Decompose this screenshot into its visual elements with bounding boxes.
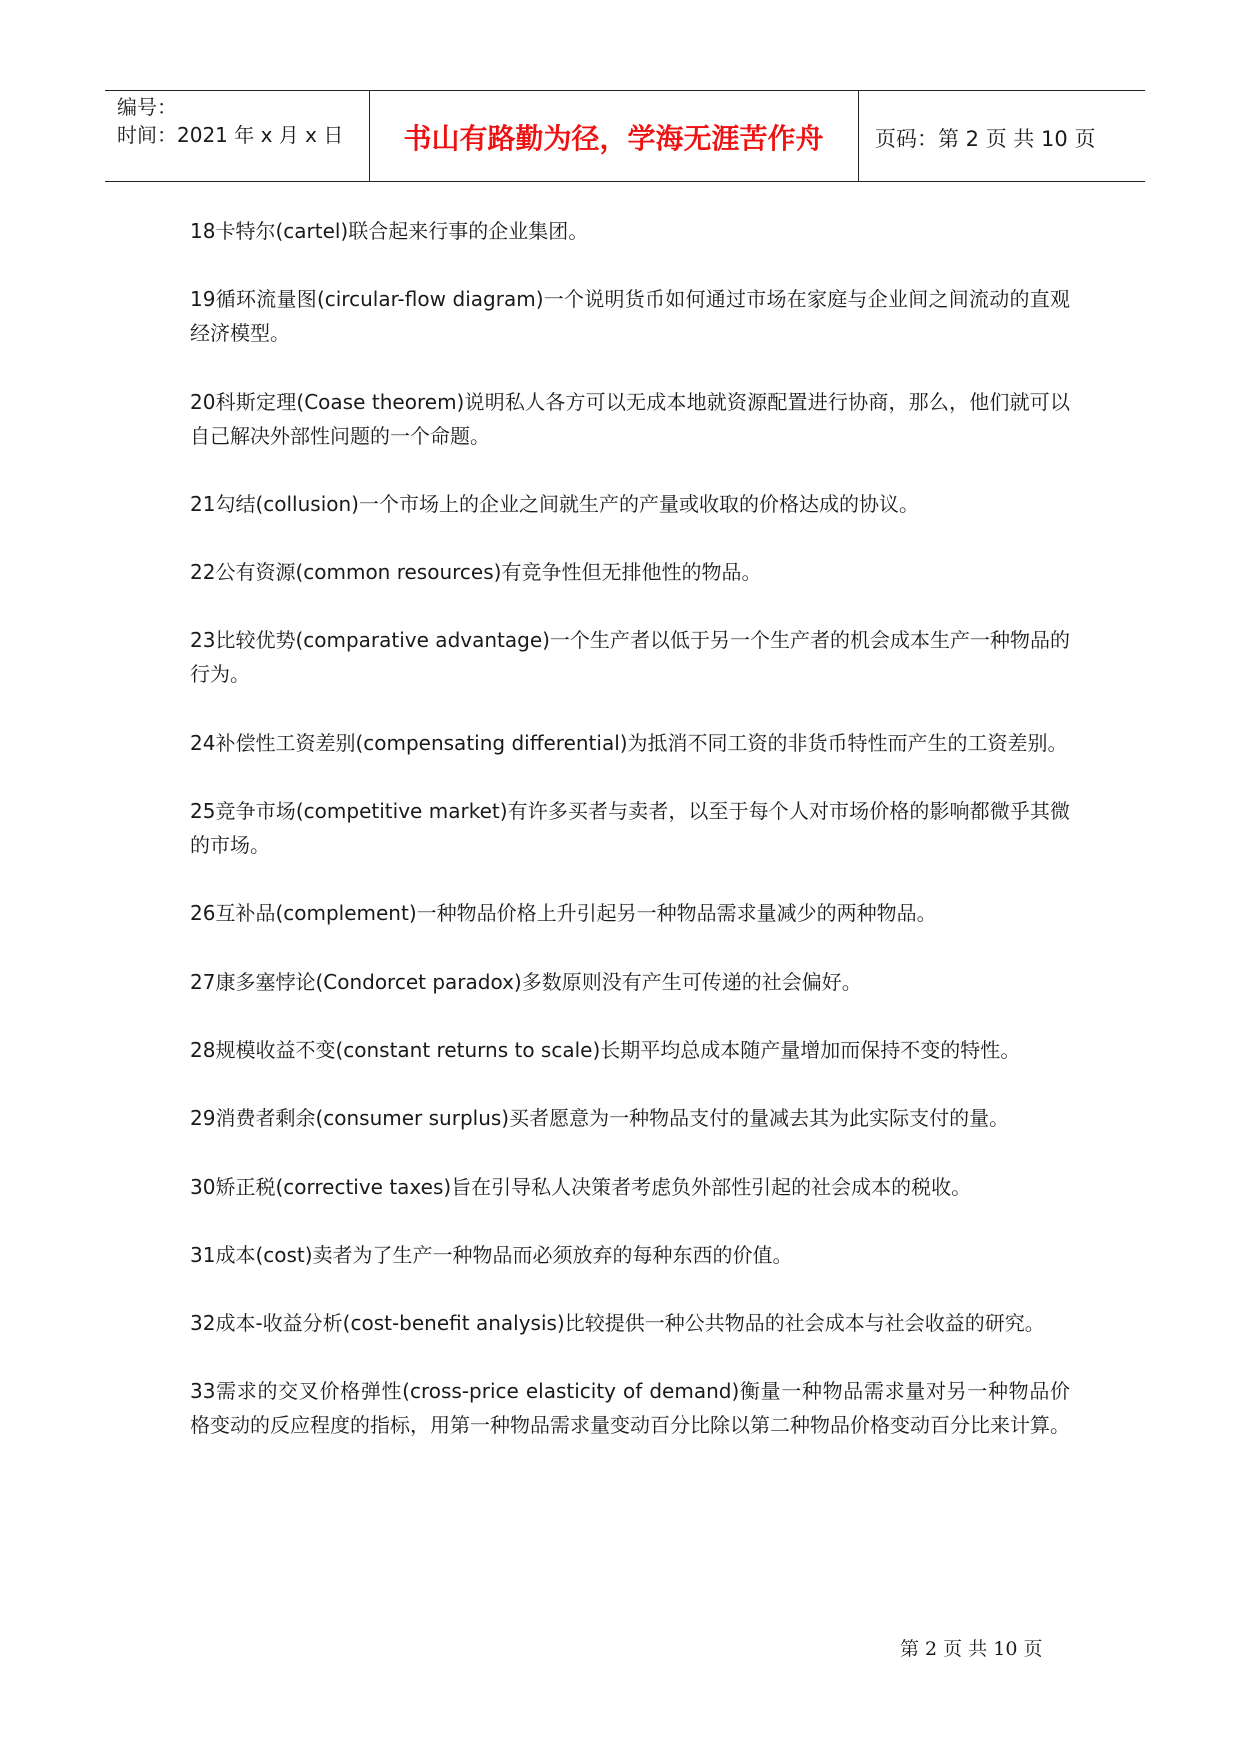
glossary-entry: 23比较优势(comparative advantage)一个生产者以低于另一个生产者的机会成本生产一种物品的行为。 <box>190 628 1070 687</box>
glossary-entry: 22公有资源(common resources)有竞争性但无排他性的物品。 <box>190 560 762 585</box>
header-meta <box>117 93 343 149</box>
page-footer: 第 2 页 共 10 页 <box>900 1638 1043 1660</box>
glossary-entry: 18卡特尔(cartel)联合起来行事的企业集团。 <box>190 219 589 243</box>
glossary-entry: 27康多塞悖论(Condorcet paradox)多数原则没有产生可传递的社会偏好。 <box>190 969 862 994</box>
header-divider <box>858 91 859 181</box>
glossary-entry: 28规模收益不变(constant returns to scale)长期平均总成本随产量增加而保持不变的特性。 <box>190 1037 1021 1062</box>
glossary-entry: 32成本-收益分析(cost-benefit analysis)比较提供一种公共物品的社会成本与社会收益的研究。 <box>190 1311 1045 1336</box>
glossary-entry: 24补偿性工资差别(compensating differential)为抵消不同工资的非货币特性而产生的工资差别。 <box>190 730 1068 755</box>
glossary-entry: 26互补品(complement)一种物品价格上升引起另一种物品需求量减少的两种物品。 <box>190 901 937 926</box>
document-time-label: 时间：2021 年 x 月 x 日 <box>117 123 344 147</box>
glossary-entry: 20科斯定理(Coase theorem)说明私人各方可以无成本地就资源配置进行协商，那么，他们就可以自己解决外部性问题的一个命题。 <box>190 389 1070 448</box>
glossary-entry: 21勾结(collusion)一个市场上的企业之间就生产的产量或收取的价格达成的协议。 <box>190 491 919 516</box>
header-page-number: 页码：第 2 页 共 10 页 <box>875 127 1096 151</box>
glossary-entry: 19循环流量图(circular-flow diagram)一个说明货币如何通过市场在家庭与企业间之间流动的直观经济模型。 <box>190 287 1070 346</box>
glossary-entry: 30矫正税(corrective taxes)旨在引导私人决策者考虑负外部性引起的社会成本的税收。 <box>190 1174 972 1199</box>
glossary-entry: 29消费者剩余(consumer surplus)买者愿意为一种物品支付的量减去其为此实际支付的量。 <box>190 1106 1010 1131</box>
glossary-list <box>190 214 1070 1477</box>
header-motto: 书山有路勤为径，学海无涯苦作舟 <box>403 122 824 155</box>
glossary-entry: 31成本(cost)卖者为了生产一种物品而必须放弃的每种东西的价值。 <box>190 1242 793 1267</box>
glossary-entry: 25竞争市场(competitive market)有许多买者与卖者，以至于每个人对市场价格的影响都微乎其微的市场。 <box>190 799 1070 858</box>
glossary-entry: 33需求的交叉价格弹性(cross-price elasticity of demand)衡量一种物品需求量对另一种物品价格变动的反应程度的指标，用第一种物品需求量变动百分比除以第二种物品价格变动百分比来计算。 <box>190 1379 1070 1438</box>
document-number-label: 编号： <box>117 95 177 119</box>
page-header <box>105 90 1145 182</box>
